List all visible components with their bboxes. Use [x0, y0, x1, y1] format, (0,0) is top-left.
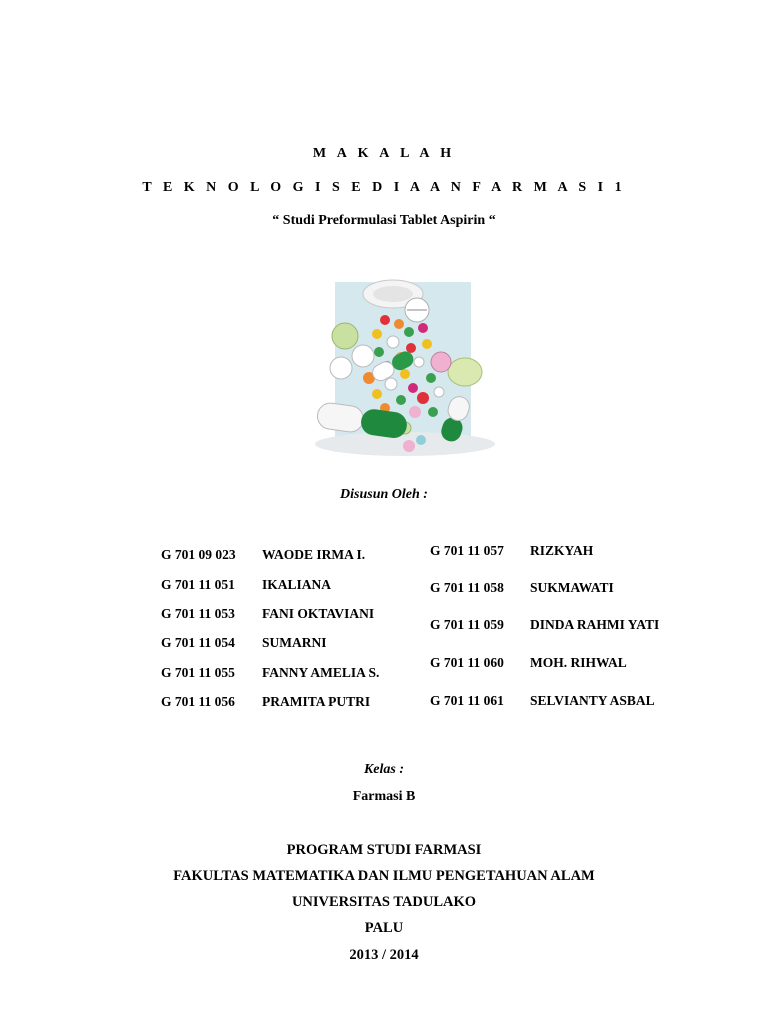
member-nim: G 701 11 054	[161, 635, 235, 650]
compiled-by-label: Disusun Oleh :	[340, 487, 428, 502]
university: UNIVERSITAS TADULAKO	[291, 894, 477, 910]
member-nim: G 701 11 059	[430, 617, 504, 632]
member-name: PRAMITA PUTRI	[262, 694, 371, 709]
document-subtitle: “ Studi Preformulasi Tablet Aspirin “	[272, 213, 496, 228]
member-name: WAODE IRMA I.	[262, 547, 366, 562]
member-name: FANI OKTAVIANI	[262, 606, 375, 621]
pills-and-capsules-image	[305, 262, 497, 472]
member-name: RIZKYAH	[530, 543, 594, 558]
member-nim: G 701 11 057	[430, 543, 504, 558]
member-name: MOH. RIHWAL	[530, 655, 627, 670]
member-nim: G 701 11 058	[430, 580, 504, 595]
member-name: IKALIANA	[262, 577, 332, 592]
member-nim: G 701 11 061	[430, 693, 504, 708]
course-title: T E K N O L O G I S E D I A A N F A R M A S I 1	[142, 180, 626, 195]
document-title: M A K A L A H	[312, 146, 456, 161]
member-name: SUMARNI	[262, 635, 327, 650]
class-value: Farmasi B	[352, 789, 416, 804]
member-name: SELVIANTY ASBAL	[530, 693, 655, 708]
member-nim: G 701 11 056	[161, 694, 235, 709]
class-label: Kelas :	[363, 762, 405, 777]
study-program: PROGRAM STUDI FARMASI	[286, 842, 482, 858]
member-name: FANNY AMELIA S.	[262, 665, 380, 680]
member-nim: G 701 11 055	[161, 665, 235, 680]
academic-year: 2013 / 2014	[349, 947, 419, 963]
member-nim: G 701 11 053	[161, 606, 235, 621]
member-name: DINDA RAHMI YATI	[530, 617, 660, 632]
member-name: SUKMAWATI	[530, 580, 614, 595]
member-nim: G 701 11 060	[430, 655, 504, 670]
city: PALU	[364, 920, 404, 936]
faculty: FAKULTAS MATEMATIKA DAN ILMU PENGETAHUAN ALAM	[173, 868, 595, 884]
member-nim: G 701 11 051	[161, 577, 235, 592]
member-nim: G 701 09 023	[161, 547, 236, 562]
